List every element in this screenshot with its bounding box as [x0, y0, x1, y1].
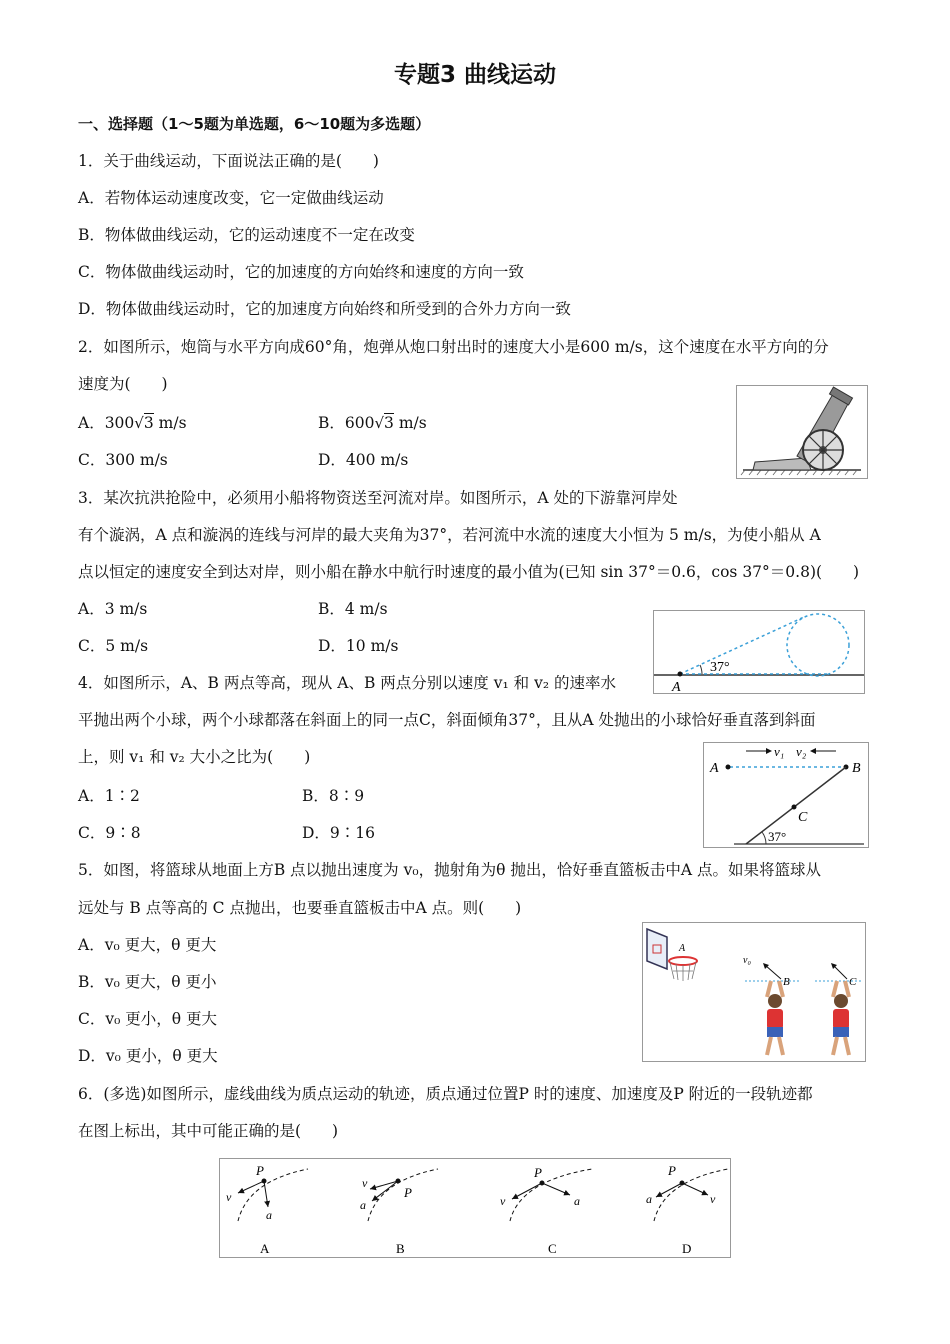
q3-fig-angle-label: 37° — [710, 660, 730, 675]
q5-stem-line2: 远处与 B 点等高的 C 点抛出，也要垂直篮板击中A 点。则( ) — [78, 899, 522, 917]
q5-option-d: D．v₀ 更小，θ 更大 — [78, 1047, 218, 1065]
svg-text:P: P — [256, 1163, 264, 1178]
q1-option-d: D．物体做曲线运动时，它的加速度方向始终和所受到的合外力方向一致 — [78, 300, 571, 318]
q4-fig-v2: v₂ — [796, 744, 807, 759]
q4-fig-angle-label: 37° — [768, 829, 787, 844]
q4-option-c: C．9∶8 — [78, 824, 141, 842]
q6-stem-line1: 6．(多选)如图所示，虚线曲线为质点运动的轨迹，质点通过位置P 时的速度、加速度及P 附近的一段轨迹都 — [78, 1085, 813, 1103]
q3-stem-line2: 有个漩涡，A 点和漩涡的连线与河岸的最大夹角为37°，若河流中水流的速度大小恒为 5 m/s，为使小船从 A — [78, 526, 821, 544]
q5-stem-line1: 5．如图，将篮球从地面上方B 点以抛出速度为 v₀，抛射角为θ 抛出，恰好垂直篮板击中A 点。如果将篮球从 — [78, 861, 821, 879]
q2-option-d: D．400 m/s — [318, 451, 409, 469]
q1-stem: 1．关于曲线运动，下面说法正确的是( ) — [78, 152, 379, 170]
q1-option-a: A．若物体运动速度改变，它一定做曲线运动 — [78, 189, 384, 207]
q5-fig-point-b: B — [783, 976, 790, 988]
q2-option-b: B．600√3 m/s — [318, 414, 427, 432]
player-figure-2 — [833, 981, 849, 1055]
svg-text:P: P — [534, 1165, 542, 1180]
q3-fig-point-a: A — [672, 680, 681, 693]
q4-stem-line1: 4．如图所示，A、B 两点等高，现从 A、B 两点分别以速度 v₁ 和 v₂ 的速率水 — [78, 674, 616, 692]
q4-stem-line2: 平抛出两个小球，两个小球都落在斜面上的同一点C，斜面倾角37°，且从A 处抛出的小球恰好垂直落到斜面 — [78, 711, 816, 729]
slope-projectile-figure — [703, 742, 869, 848]
q2-stem-line1: 2．如图所示，炮筒与水平方向成60°角，炮弹从炮口射出时的速度大小是600 m/s，这个速度在水平方向的分 — [78, 338, 829, 356]
q4-fig-point-a: A — [710, 761, 719, 776]
q4-fig-v1: v₁ — [774, 744, 785, 759]
q1-option-b: B．物体做曲线运动，它的运动速度不一定在改变 — [78, 226, 415, 244]
basketball-figure — [642, 922, 866, 1062]
q1-option-c: C．物体做曲线运动时，它的加速度的方向始终和速度的方向一致 — [78, 263, 524, 281]
q5-option-b: B．v₀ 更大，θ 更小 — [78, 973, 217, 991]
q3-option-c: C．5 m/s — [78, 637, 149, 655]
q4-option-a: A．1∶2 — [78, 787, 140, 805]
svg-text:a: a — [360, 1198, 366, 1212]
q2-option-a: A．300√3 m/s — [78, 414, 187, 432]
river-whirlpool-figure — [653, 610, 865, 694]
q3-stem-line3: 点以恒定的速度安全到达对岸，则小船在静水中航行时速度的最小值为(已知 sin 37°＝0.6，cos 37°＝0.8)( ) — [78, 563, 860, 581]
panel-b-label: B — [396, 1241, 405, 1256]
trajectory-panel-c — [500, 1165, 592, 1256]
q3-option-d: D．10 m/s — [318, 637, 399, 655]
trajectory-panel-d — [646, 1163, 728, 1256]
q5-fig-point-c: C — [849, 976, 857, 988]
svg-text:a: a — [266, 1208, 272, 1222]
svg-text:v: v — [362, 1176, 368, 1190]
q5-fig-point-a: A — [679, 943, 686, 954]
page-title: 专题3 曲线运动 — [393, 62, 556, 88]
cannon-figure — [736, 385, 868, 479]
svg-text:P: P — [668, 1163, 676, 1178]
svg-text:a: a — [646, 1192, 652, 1206]
q3-option-b: B．4 m/s — [318, 600, 388, 618]
q3-option-a: A．3 m/s — [78, 600, 148, 618]
q4-fig-point-c: C — [798, 810, 808, 825]
q6-stem-line2: 在图上标出，其中可能正确的是( ) — [78, 1122, 339, 1140]
svg-text:a: a — [574, 1194, 580, 1208]
svg-text:v: v — [710, 1192, 716, 1206]
q5-option-c: C．v₀ 更小，θ 更大 — [78, 1010, 218, 1028]
q5-option-a: A．v₀ 更大，θ 更大 — [78, 936, 217, 954]
trajectory-options-figure — [219, 1158, 731, 1258]
trajectory-panel-a — [226, 1163, 308, 1256]
svg-text:v: v — [226, 1190, 232, 1204]
q3-stem-line1: 3．某次抗洪抢险中，必须用小船将物资送至河流对岸。如图所示，A 处的下游靠河岸处 — [78, 489, 678, 507]
q4-option-b: B．8∶9 — [302, 787, 365, 805]
q4-stem-line3: 上，则 v₁ 和 v₂ 大小之比为( ) — [78, 748, 311, 766]
panel-c-label: C — [548, 1241, 557, 1256]
trajectory-panel-b — [360, 1169, 438, 1256]
q5-fig-v0: v₀ — [743, 955, 751, 966]
svg-text:v: v — [500, 1194, 506, 1208]
q4-fig-point-b: B — [852, 761, 861, 776]
panel-d-label: D — [682, 1241, 692, 1256]
q2-stem-line2: 速度为( ) — [78, 375, 168, 393]
player-figure-1 — [767, 981, 783, 1055]
q4-option-d: D．9∶16 — [302, 824, 376, 842]
q2-option-c: C．300 m/s — [78, 451, 168, 469]
section-heading: 一、选择题（1～5题为单选题，6～10题为多选题） — [78, 115, 431, 133]
panel-a-label: A — [260, 1241, 270, 1256]
svg-text:P: P — [404, 1185, 412, 1200]
